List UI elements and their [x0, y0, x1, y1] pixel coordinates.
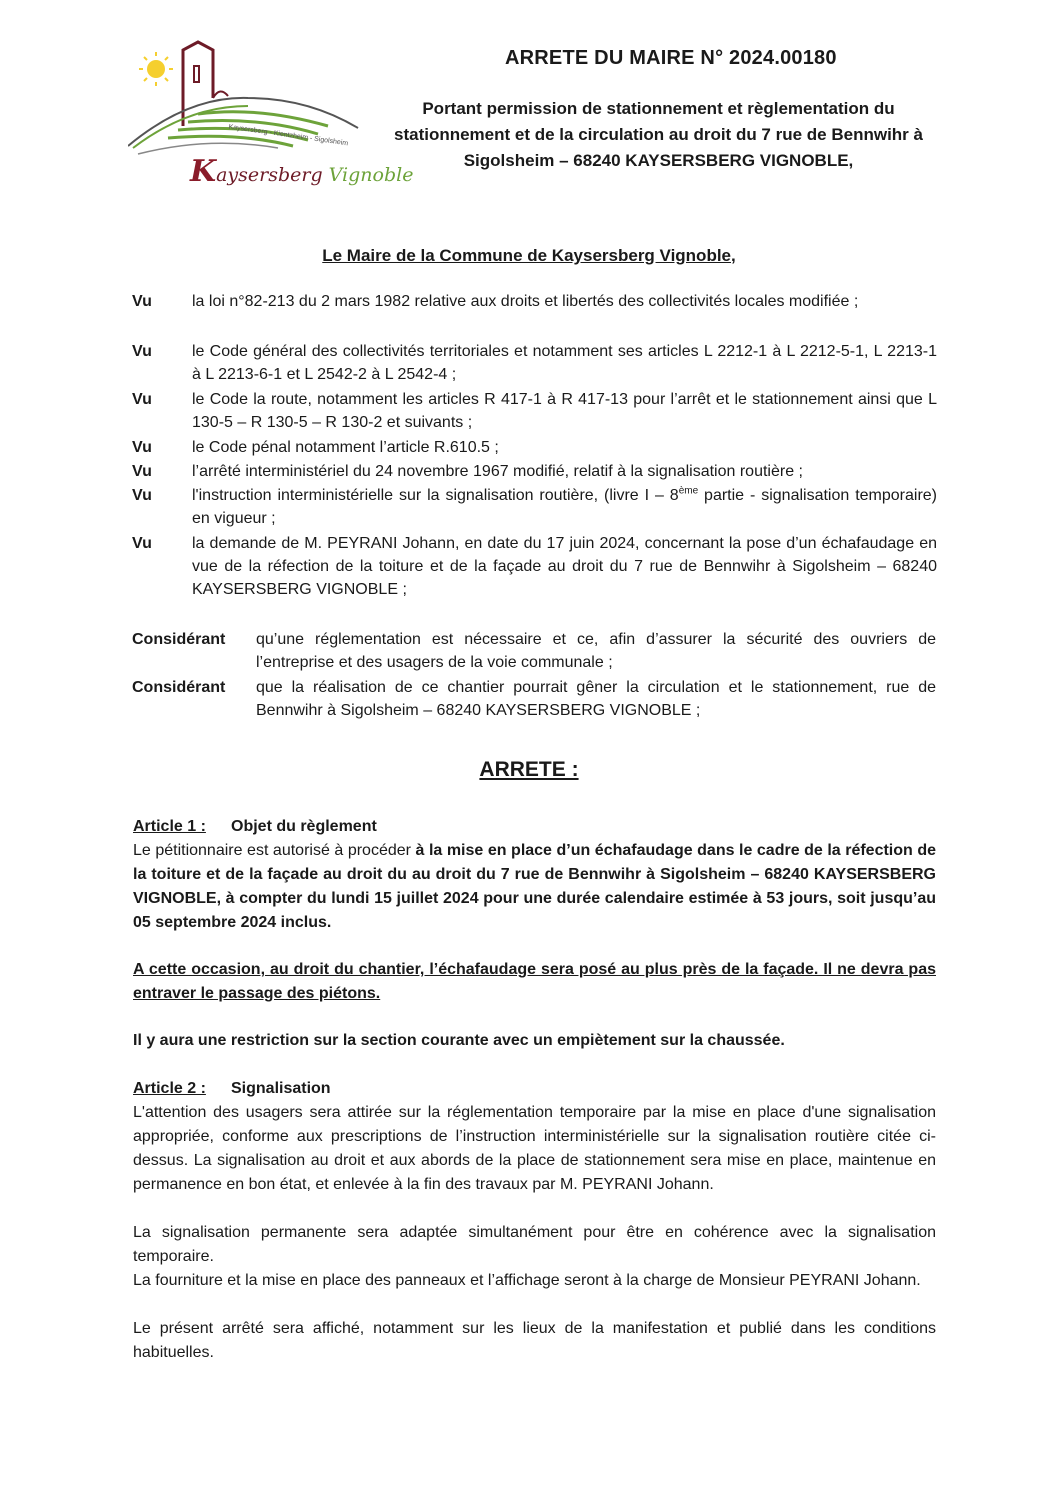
article-number: Article 1 :	[133, 818, 206, 835]
logo-wordmark: Kaysersberg Vignoble	[190, 154, 414, 189]
article-2-paragraph-3: La fourniture et la mise en place des panneaux et l’affichage seront à la charge de Monsieur PEYRANI Johann.	[133, 1272, 921, 1289]
article-2-paragraph-4: Le présent arrêté sera affiché, notamment sur les lieux de la manifestation et publié dans les conditions habituelles.	[133, 1320, 936, 1361]
vu-label: Vu	[132, 463, 152, 480]
vu-label: Vu	[132, 535, 152, 552]
vu-label: Vu	[132, 343, 152, 360]
article-number: Article 2 :	[133, 1080, 206, 1097]
kaysersberg-logo	[128, 36, 414, 189]
vu-text: le Code général des collectivités territoriales et notamment ses articles L 2212-1 à L 2212-5-1, L 2213-1 à L 2213-6-1 et L 2542-2 à L 2542-4 ;	[192, 343, 937, 383]
article-1-paragraph-3: Il y aura une restriction sur la section courante avec un empiètement sur la chaussée.	[133, 1032, 785, 1049]
considerant-label: Considérant	[132, 631, 226, 648]
article-2-heading	[133, 1080, 331, 1098]
considerant-label: Considérant	[132, 679, 226, 696]
vu-label: Vu	[132, 391, 152, 408]
maire-line: Le Maire de la Commune de Kaysersberg Vignoble,	[322, 246, 736, 265]
article-2-paragraph-1: L'attention des usagers sera attirée sur la réglementation temporaire par la mise en place d'une signalisation appropriée, conforme aux prescriptions de l’instruction interministérielle sur la signalisation routière citée ci-dessus. La signalisation au droit et aux abords de la place de stationnement sera mise en place, maintenue en permanence en bon état, et enlevée à la fin des travaux par M. PEYRANI Johann.	[133, 1104, 936, 1193]
vu-label: Vu	[132, 439, 152, 456]
arrete-subject: Portant permission de stationnement et règlementation du stationnement et de la circulation au droit du 7 rue de Bennwihr à Sigolsheim – 68240 KAYSERSBERG VIGNOBLE,	[394, 99, 923, 170]
article-1-paragraph-2: A cette occasion, au droit du chantier, l’échafaudage sera posé au plus près de la façade. Il ne devra pas entraver le passage des piétons.	[133, 961, 936, 1002]
article-2-paragraph-2: La signalisation permanente sera adaptée simultanément pour être en cohérence avec la signalisation temporaire.	[133, 1224, 936, 1265]
vu-text: la demande de M. PEYRANI Johann, en date du 17 juin 2024, concernant la pose d’un échafaudage en vue de la réfection de la toiture et de la façade au droit du 7 rue de Bennwihr à Sigolsheim – 68240 KAYSERSBERG VIGNOBLE ;	[192, 535, 937, 598]
arrete-title: ARRETE :	[479, 758, 579, 781]
vu-label: Vu	[132, 487, 152, 504]
article-1-paragraph-1: Le pétitionnaire est autorisé à procéder à la mise en place d’un échafaudage dans le cadre de la réfection de la toiture et de la façade au droit du au droit du 7 rue de Bennwihr à Sigolsheim – 68240 KAYSERSBERG VIGNOBLE, à compter du lundi 15 juillet 2024 pour une durée calendaire estimée à 53 jours, soit jusqu’au 05 septembre 2024 inclus.	[133, 842, 937, 931]
article-title: Objet du règlement	[231, 818, 377, 835]
article-1-heading	[133, 818, 377, 836]
considerant-text: qu’une réglementation est nécessaire et ce, afin d’assurer la sécurité des ouvriers de l’entreprise et des usagers de la voie communale ;	[256, 631, 936, 671]
vu-text: l'instruction interministérielle sur la signalisation routière, (livre I – 8ème partie - signalisation temporaire) en vigueur ;	[192, 485, 938, 527]
vu-text: l’arrêté interministériel du 24 novembre 1967 modifié, relatif à la signalisation routière ;	[192, 463, 803, 480]
vu-label: Vu	[132, 293, 152, 310]
vu-text: le Code la route, notamment les articles R 417-1 à R 417-13 pour l’arrêt et le stationnement ainsi que L 130-5 – R 130-5 – R 130-2 et suivants ;	[192, 391, 937, 431]
article-title: Signalisation	[231, 1080, 331, 1097]
vu-text: le Code pénal notamment l’article R.610.5 ;	[192, 439, 499, 456]
arrete-number: ARRETE DU MAIRE N° 2024.00180	[505, 47, 837, 69]
logo-subtitle: Kaysersberg - Kientzheim - Sigolsheim	[228, 123, 349, 148]
vu-text: la loi n°82-213 du 2 mars 1982 relative aux droits et libertés des collectivités locales modifiée ;	[192, 293, 859, 310]
considerant-text: que la réalisation de ce chantier pourrait gêner la circulation et le stationnement, rue de Bennwihr à Sigolsheim – 68240 KAYSERSBERG VIGNOBLE ;	[256, 679, 936, 719]
